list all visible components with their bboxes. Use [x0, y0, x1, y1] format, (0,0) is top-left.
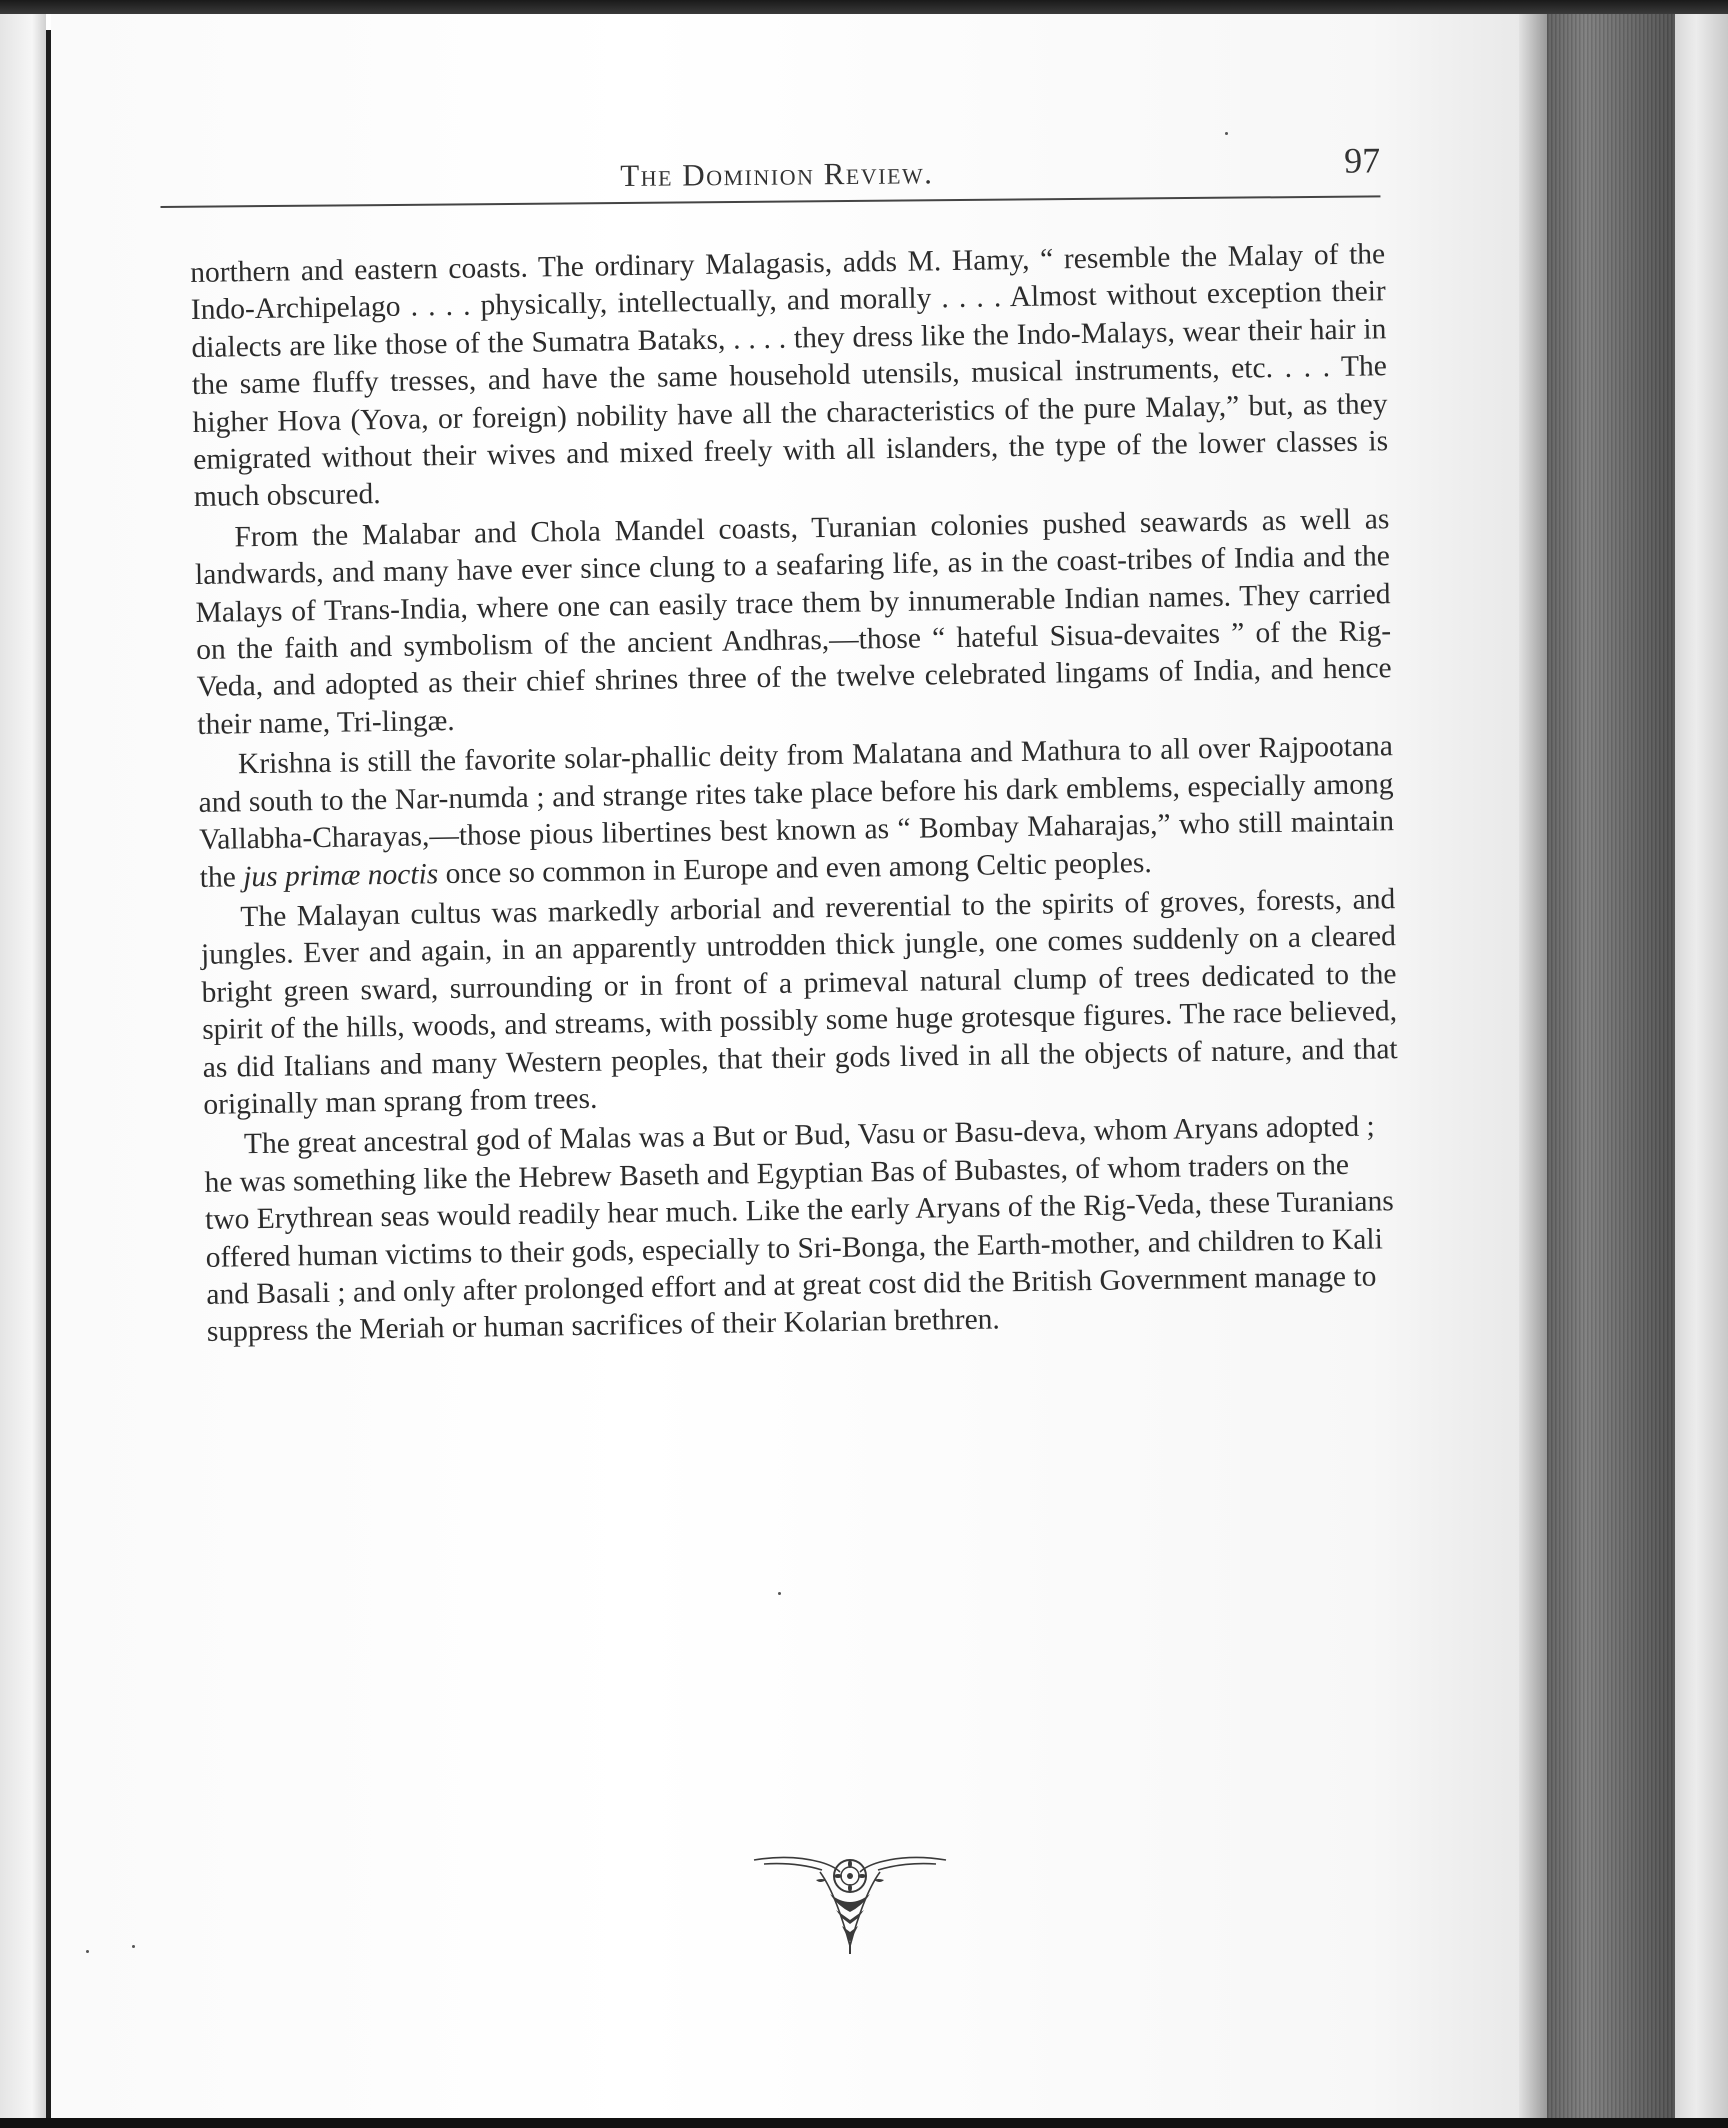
book-cover-edge — [1675, 14, 1728, 2128]
journal-title: The Dominion Review. — [620, 155, 934, 193]
page-speck — [132, 1945, 135, 1948]
previous-page-edge — [0, 14, 46, 2128]
page-gutter-shadow — [1519, 14, 1547, 2128]
binding-bottom-edge — [0, 2118, 1728, 2128]
article-body — [190, 236, 1402, 1351]
running-head — [160, 139, 1381, 216]
paragraph-malagasis: northern and eastern coasts. The ordinary Malagasis, adds M. Hamy, “ resemble the Malay of the Indo-Archipelago . . . . physically, intellectually, and morally . . . . Almost without exception their dialects are like those of the Sumatra Bataks, . . . . they dress like the Indo-Malays, wear their hair in the same fluffy tresses, and have the same household utensils, musical instruments, etc. . . . The higher Hova (Yova, or foreign) nobility have all the characteristics of the pure Malay,” but, as they emigrated without their wives and mixed freely with all islanders, the type of the lower classes is much obscured. — [190, 238, 1389, 514]
italic-latin-phrase: jus primæ noctis — [242, 857, 439, 893]
paragraph-krishna — [198, 728, 1395, 896]
binding-top-edge — [0, 0, 1728, 14]
paragraph-turanian-colonies: From the Malabar and Chola Mandel coasts, Turanian colonies pushed seawards as well as landwards, and many have ever since clung to a seafaring life, as in the coast-tribes of India and the Malays of Trans-India, where one can easily trace them by innumerable Indian names. They carried on the faith and symbolism of the ancient Andhras,—those “ hateful Sisua-devaites ” of the Rig-Veda, and adopted as their chief shrines three of the twelve celebrated lingams of India, and hence their name, Tri-lingæ. — [194, 503, 1392, 741]
tailpiece-ornament-icon — [750, 1850, 950, 1960]
krishna-text-start: Krishna is still the favorite solar-phallic deity from Malatana and Mathura to all over Rajpootana and south to the Nar-numda ; and strange rites take place before his dark emblems, especially among Vallabha-Charayas,—those pious libertines best known as “ Bombay Maharajas,” who still maintain the — [198, 730, 1395, 894]
paragraph-malayan-cultus: The Malayan cultus was markedly arborial and reverential to the spirits of groves, forests, and jungles. Ever and again, in an apparently untrodden thick jungle, one comes suddenly on a cleared bright green sward, surrounding or in front of a primeval natural clump of trees dedicated to the spirit of the hills, woods, and streams, with possibly some huge grotesque figures. The race believed, as did Italians and many Western peoples, that their gods lived in all the objects of nature, and that originally man sprang from trees. — [200, 883, 1398, 1121]
page-speck — [1225, 132, 1228, 135]
page-speck — [86, 1950, 89, 1953]
paragraph-ancestral-god: The great ancestral god of Malas was a But or Bud, Vasu or Basu-deva, whom Aryans adopted ; he was something like the Hebrew Baseth and Egyptian Bas of Bubastes, of whom traders on the two Erythrean seas would readily hear much. Like the early Aryans of the Rig-Veda, these Turanians offered human victims to their gods, especially to Sri-Bonga, the Earth-mother, and children to Kali and Basali ; and only after prolonged effort and at great cost did the British Government manage to suppress the Meriah or human sacrifices of their Kolarian brethren. — [204, 1110, 1394, 1349]
page-speck — [778, 1592, 781, 1595]
book-block-edge — [1547, 14, 1675, 2128]
page-number: 97 — [1343, 140, 1381, 181]
krishna-text-end: once so common in Europe and even among Celtic peoples. — [437, 846, 1152, 890]
header-rule — [160, 195, 1380, 208]
